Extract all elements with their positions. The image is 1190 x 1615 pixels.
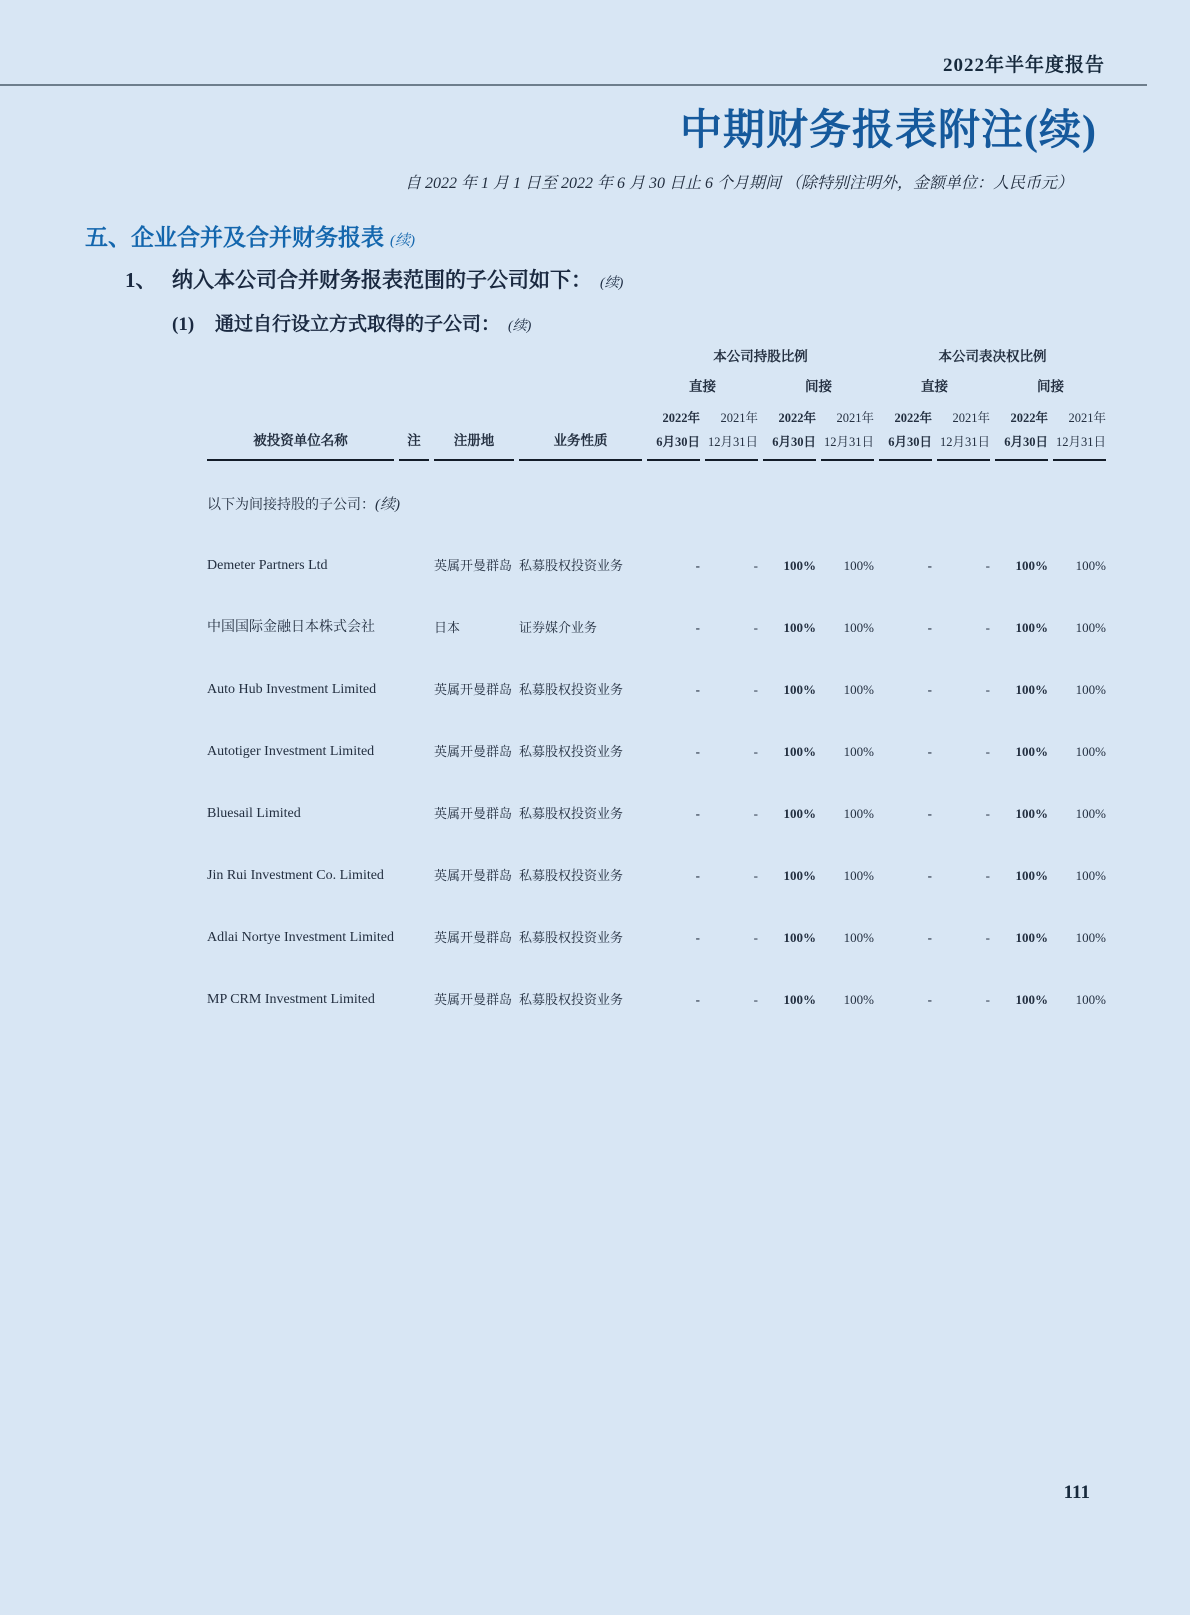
note-continued-mark: (续): [375, 496, 400, 513]
ratio-value: 100%: [843, 867, 875, 883]
subsidiaries-table: [202, 345, 1111, 1010]
table-row: [207, 700, 1106, 762]
registered-place: 英属开曼群岛: [434, 929, 513, 945]
ratio-value: 100%: [843, 805, 875, 821]
column-group-voting-ratio: 本公司表决权比例: [938, 349, 1047, 364]
note-ref: [399, 886, 429, 948]
ratio-value: 100%: [1075, 991, 1107, 1007]
ratio-value: -: [695, 681, 701, 697]
business-nature: 私募股权投资业务: [519, 805, 624, 821]
ratio-value: -: [985, 743, 991, 759]
ratio-value: 100%: [1015, 991, 1049, 1007]
section-2-number: 1、: [125, 268, 157, 292]
column-header-business-nature: 业务性质: [519, 345, 642, 461]
ratio-value: -: [695, 991, 701, 1007]
table-row: [207, 514, 1106, 576]
ratio-value: 100%: [1015, 619, 1049, 635]
ratio-value: 100%: [1015, 805, 1049, 821]
ratio-value: -: [695, 929, 701, 945]
ratio-value: 100%: [1015, 867, 1049, 883]
ratio-value: 100%: [843, 681, 875, 697]
registered-place: 英属开曼群岛: [434, 867, 513, 883]
ratio-value: -: [695, 805, 701, 821]
ratio-value: -: [927, 681, 933, 697]
ratio-value: 100%: [783, 619, 817, 635]
column-header-2021-12-31: 2021年 12月31日: [1053, 407, 1106, 461]
column-subgroup-direct: 直接: [921, 379, 949, 394]
section-1-number: 五、: [85, 225, 131, 250]
ratio-value: 100%: [783, 929, 817, 945]
note-ref: [399, 948, 429, 1010]
table-row: [207, 576, 1106, 638]
ratio-value: -: [695, 557, 701, 573]
ratio-value: 100%: [843, 743, 875, 759]
ratio-value: 100%: [1075, 557, 1107, 573]
ratio-value: -: [927, 619, 933, 635]
ratio-value: -: [985, 681, 991, 697]
column-header-2022-06-30: 2022年 6月30日: [763, 407, 816, 461]
ratio-value: 100%: [1015, 743, 1049, 759]
ratio-value: 100%: [1015, 929, 1049, 945]
investee-name: Auto Hub Investment Limited: [207, 681, 377, 697]
indirect-holdings-note: 以下为间接持股的子公司：(续): [207, 496, 400, 513]
ratio-value: -: [927, 929, 933, 945]
ratio-value: -: [927, 991, 933, 1007]
section-3-number: (1): [172, 314, 195, 335]
column-header-note: 注: [399, 345, 429, 461]
ratio-value: -: [927, 743, 933, 759]
section-1-continued-mark: (续): [390, 233, 415, 249]
ratio-value: -: [695, 619, 701, 635]
ratio-value: -: [985, 867, 991, 883]
page-number: 111: [1063, 1482, 1090, 1503]
investee-name: MP CRM Investment Limited: [207, 991, 375, 1007]
section-heading-2: [125, 264, 623, 294]
ratio-value: 100%: [1075, 743, 1107, 759]
column-header-2021-12-31: 2021年 12月31日: [705, 407, 758, 461]
ratio-value: -: [927, 805, 933, 821]
investee-name: Jin Rui Investment Co. Limited: [207, 867, 384, 883]
registered-place: 英属开曼群岛: [434, 681, 513, 697]
section-3-title: 通过自行设立方式取得的子公司：: [215, 314, 501, 335]
ratio-value: -: [985, 557, 991, 573]
column-subgroup-indirect: 间接: [805, 379, 833, 394]
column-header-2021-12-31: 2021年 12月31日: [937, 407, 990, 461]
ratio-value: 100%: [1075, 929, 1107, 945]
table-row: [207, 824, 1106, 886]
column-header-registered-place: 注册地: [434, 345, 514, 461]
ratio-value: 100%: [783, 805, 817, 821]
note-ref: [399, 824, 429, 886]
ratio-value: -: [753, 619, 759, 635]
page-subtitle: 自 2022 年 1 月 1 日至 2022 年 6 月 30 日止 6 个月期间 （除特别注明外，金额单位：人民币元）: [404, 175, 1073, 192]
ratio-value: -: [985, 805, 991, 821]
ratio-value: 100%: [1075, 805, 1107, 821]
ratio-value: -: [753, 557, 759, 573]
ratio-value: -: [753, 681, 759, 697]
registered-place: 英属开曼群岛: [434, 743, 513, 759]
ratio-value: 100%: [843, 557, 875, 573]
report-header: 2022年半年度报告: [942, 55, 1105, 76]
table-row: [207, 948, 1106, 1010]
registered-place: 英属开曼群岛: [434, 805, 513, 821]
registered-place: 英属开曼群岛: [434, 557, 513, 573]
section-heading-1: [85, 219, 415, 252]
section-1-title: 企业合并及合并财务报表: [131, 225, 384, 250]
ratio-value: 100%: [1075, 867, 1107, 883]
investee-name: 中国国际金融日本株式会社: [207, 619, 375, 635]
ratio-value: -: [753, 929, 759, 945]
table-row: [207, 638, 1106, 700]
ratio-value: 100%: [783, 681, 817, 697]
business-nature: 私募股权投资业务: [519, 743, 624, 759]
ratio-value: -: [985, 929, 991, 945]
ratio-value: -: [753, 743, 759, 759]
note-ref: [399, 638, 429, 700]
column-subgroup-direct: 直接: [689, 379, 717, 394]
table-row: [207, 886, 1106, 948]
business-nature: 私募股权投资业务: [519, 681, 624, 697]
investee-name: Autotiger Investment Limited: [207, 743, 375, 759]
note-ref: [399, 762, 429, 824]
note-ref: [399, 700, 429, 762]
registered-place: 英属开曼群岛: [434, 991, 513, 1007]
column-header-2022-06-30: 2022年 6月30日: [879, 407, 932, 461]
section-3-continued-mark: (续): [508, 319, 532, 334]
ratio-value: -: [927, 867, 933, 883]
investee-name: Bluesail Limited: [207, 805, 301, 821]
ratio-value: -: [753, 805, 759, 821]
ratio-value: 100%: [1015, 681, 1049, 697]
column-header-investee-name: 被投资单位名称: [207, 345, 394, 461]
registered-place: 日本: [434, 619, 461, 635]
ratio-value: 100%: [783, 867, 817, 883]
ratio-value: 100%: [1075, 619, 1107, 635]
ratio-value: 100%: [843, 991, 875, 1007]
business-nature: 证券媒介业务: [519, 619, 598, 635]
ratio-value: 100%: [783, 991, 817, 1007]
indirect-holdings-note-row: [207, 461, 1106, 514]
business-nature: 私募股权投资业务: [519, 557, 624, 573]
column-header-2022-06-30: 2022年 6月30日: [647, 407, 700, 461]
table-row: [207, 762, 1106, 824]
investee-name: Demeter Partners Ltd: [207, 557, 328, 573]
business-nature: 私募股权投资业务: [519, 867, 624, 883]
subsidiaries-table-wrap: [202, 345, 1111, 1010]
ratio-value: -: [753, 991, 759, 1007]
ratio-value: -: [695, 743, 701, 759]
header-divider: [0, 84, 1147, 86]
ratio-value: 100%: [783, 743, 817, 759]
section-2-title: 纳入本公司合并财务报表范围的子公司如下：: [172, 268, 592, 292]
column-group-shareholding-ratio: 本公司持股比例: [713, 349, 808, 364]
ratio-value: 100%: [1015, 557, 1049, 573]
column-subgroup-indirect: 间接: [1037, 379, 1065, 394]
ratio-value: 100%: [783, 557, 817, 573]
ratio-value: 100%: [1075, 681, 1107, 697]
ratio-value: -: [927, 557, 933, 573]
section-2-continued-mark: (续): [600, 276, 624, 291]
section-heading-3: [172, 309, 531, 336]
note-ref: [399, 576, 429, 638]
column-header-2021-12-31: 2021年 12月31日: [821, 407, 874, 461]
business-nature: 私募股权投资业务: [519, 991, 624, 1007]
page-title: 中期财务报表附注(续): [680, 108, 1097, 154]
ratio-value: -: [985, 619, 991, 635]
note-ref: [399, 514, 429, 576]
ratio-value: -: [695, 867, 701, 883]
investee-name: Adlai Nortye Investment Limited: [207, 929, 395, 945]
ratio-value: 100%: [843, 929, 875, 945]
business-nature: 私募股权投资业务: [519, 929, 624, 945]
ratio-value: 100%: [843, 619, 875, 635]
column-header-2022-06-30: 2022年 6月30日: [995, 407, 1048, 461]
ratio-value: -: [753, 867, 759, 883]
ratio-value: -: [985, 991, 991, 1007]
